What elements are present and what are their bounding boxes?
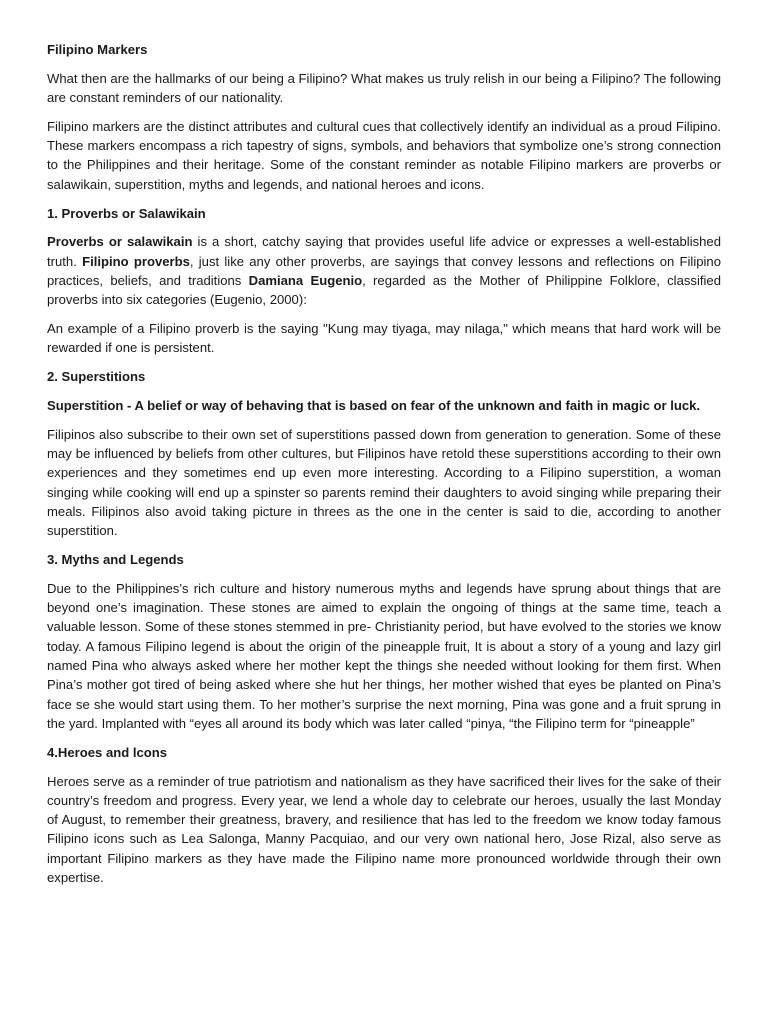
section-1-text-3: , regarded as the Mother of Philippine Folklore, classified proverbs into six categories (Eugenio, 2000): [47,272,721,308]
section-2-paragraph-1: Filipinos also subscribe to their own set of superstitions passed down from generation to generation. Some of these may be influenced by beliefs from other cultures, but Filipinos have retold these superstitions according to their own experiences and they sometimes end up even more interesting. According to a Filipino superstition, a woman singing while cooking will end up a spinster so parents remind their daughters to avoid singing while preparing their meals. Filipinos also avoid taking picture in threes as the one in the center is said to die, according to another superstition. [47,426,721,539]
section-3-heading: 3. Myths and Legends [47,552,184,568]
term-damiana-eugenio: Damiana Eugenio [248,272,363,288]
section-1-paragraph-1 [47,232,721,309]
term-proverbs-salawikain: Proverbs or salawikain [47,234,193,250]
section-4-paragraph-1: Heroes serve as a reminder of true patriotism and nationalism as they have sacrificed their lives for the sake of their country’s freedom and progress. Every year, we lend a whole day to celebrate our heroes, usually the last Monday of August, to remember their greatness, bravery, and resilience that has led to the freedom we know today famous Filipino icons such as Lea Salonga, Manny Pacquiao, and our very own national hero, Jose Rizal, also serve as important Filipino markers as they have made the Filipino name more pronounced worldwide through their own expertise. [47,773,721,885]
section-1-heading: 1. Proverbs or Salawikain [47,205,206,221]
section-2-heading: 2. Superstitions [47,369,146,385]
section-1-paragraph-2: An example of a Filipino proverb is the saying "Kung may tiyaga, may nilaga," which means that hard work will be rewarded if one is persistent. [47,321,721,356]
intro-paragraph-1: What then are the hallmarks of our being a Filipino? What makes us truly relish in our being a Filipino? The following are constant reminders of our nationality. [47,70,721,106]
document-title: Filipino Markers [47,42,148,57]
term-filipino-proverbs: Filipino proverbs [82,253,190,269]
section-1-text-2: , just like any other proverbs, are sayings that convey lessons and reflections on Filipino practices, beliefs, and traditions [47,253,721,288]
superstition-definition: Superstition - A belief or way of behaving that is based on fear of the unknown and faith in magic or luck. [47,397,701,413]
section-3-paragraph-1: Due to the Philippines’s rich culture and history numerous myths and legends have sprung about things that are beyond one’s imagination. These stones are aimed to explain the ongoing of things at the same time, teach a valuable lesson. Some of these stones stemmed in pre- Christianity period, but have evolved to the stories we know today. A famous Filipino legend is about the origin of the pineapple fruit, It is about a story of a young and lazy girl named Pina who always asked where her mother kept the things she needed without looking for them first. When Pina’s mother got tired of being asked where she hut her things, her mother wished that eyes be planted on Pina’s face se she would start using them. To her mother’s surprise the next morning, Pina was gone and a fruit sprung in the yard. Implanted with “eyes all around its body which was later called “pinya, “the Filipino term for “pineapple” [47,580,721,731]
document-page [47,40,721,897]
section-1-text-1: is a short, catchy saying that provides useful life advice or expresses a well-established truth. [47,234,721,269]
intro-paragraph-2: Filipino markers are the distinct attributes and cultural cues that collectively identify an individual as a proud Filipino. These markers encompass a rich tapestry of signs, symbols, and behaviors that symbolize one’s strong connection to the Philippines and their heritage. Some of the constant reminder as notable Filipino markers are proverbs or salawikain, superstition, myths and legends, and national heroes and icons. [47,118,721,192]
section-4-heading: 4.Heroes and lcons [47,744,168,760]
